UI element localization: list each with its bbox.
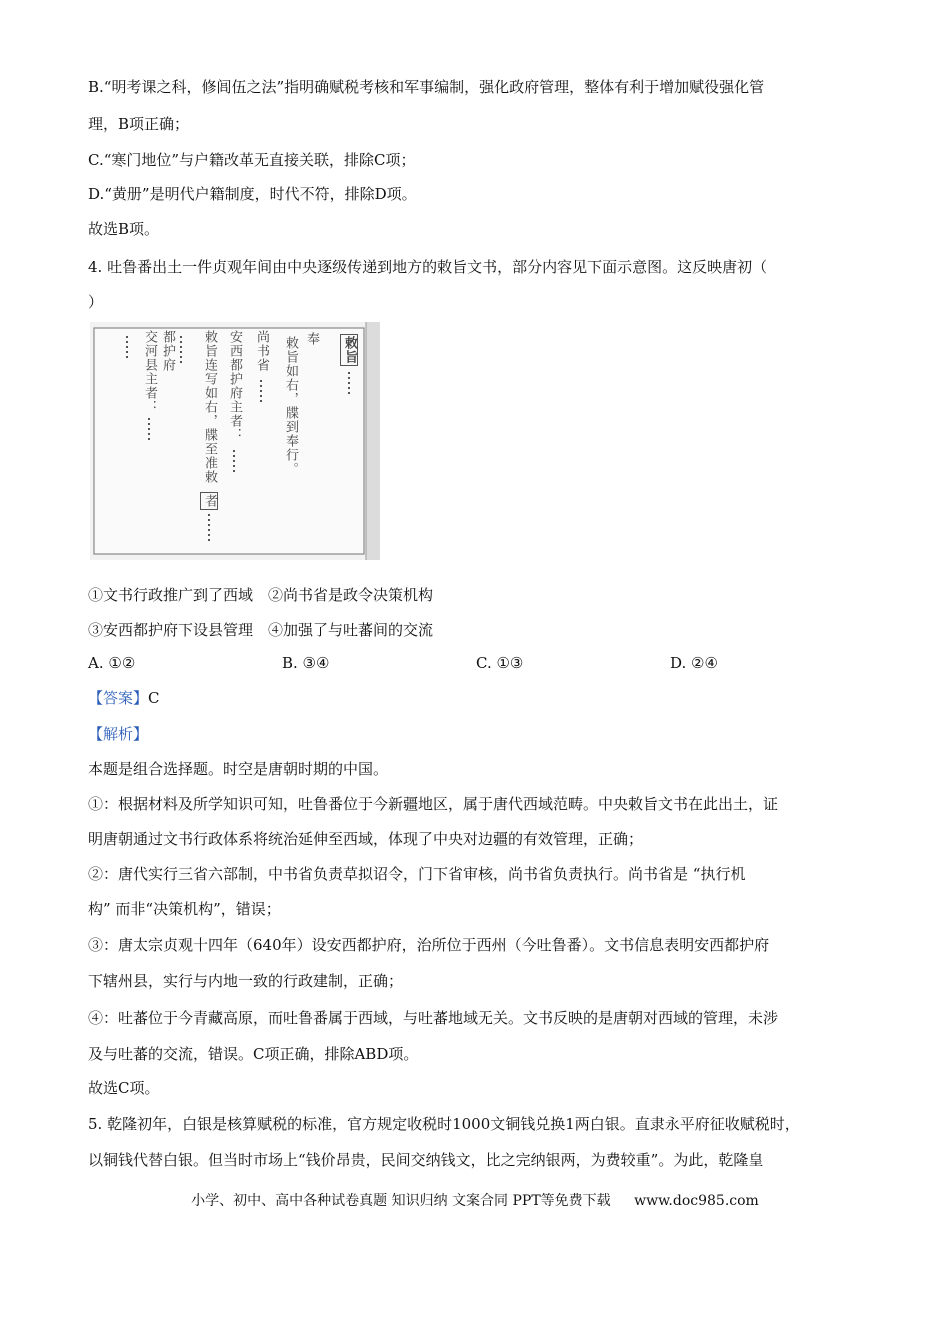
answer-label: 【答案】 [88, 689, 149, 707]
text-line: B.“明考课之科，修闾伍之法”指明确赋税考核和军事编制，强化政府管理，整体有利于增加赋役强化管 [88, 78, 765, 96]
column-feng: 奉 [304, 332, 319, 346]
text-line: 理，B项正确； [88, 115, 190, 133]
ellipsis-dots [260, 380, 262, 405]
edict-title-box: 敕旨 [342, 336, 357, 364]
analysis-text: ②：唐代实行三省六部制，中书省负责草拟诏令，门下省审核，尚书省负责执行。尚书省是 “执行机 [88, 865, 746, 883]
analysis-conclusion: 故选C项。 [88, 1079, 160, 1097]
analysis-text: 下辖州县，实行与内地一致的行政建制，正确； [88, 972, 404, 990]
column-anxi-protectorate: 安西都护府主者： [227, 330, 242, 442]
analysis-label: 【解析】 [88, 725, 149, 743]
column-duhufu: 都护府 [160, 330, 175, 372]
edict-document-figure [90, 322, 380, 560]
option-b: B. ③④ [282, 654, 330, 672]
answer-line [88, 688, 160, 708]
ellipsis-dots [180, 336, 182, 366]
option-a: A. ①② [88, 654, 136, 672]
analysis-text: 构” 而非“决策机构”，错误； [88, 900, 281, 918]
statements-line-1: ①文书行政推广到了西域 ②尚书省是政令决策机构 [88, 586, 434, 604]
option-d: D. ②④ [670, 654, 718, 672]
ellipsis-dots [233, 450, 235, 475]
ellipsis-dots [126, 336, 128, 361]
statements-line-2: ③安西都护府下设县管理 ④加强了与吐蕃间的交流 [88, 621, 434, 639]
text-line: D.“黄册”是明代户籍制度，时代不符，排除D项。 [88, 185, 417, 203]
column-edict-forward: 敕旨如右，牒到奉行。 [283, 336, 298, 476]
column-shangshusheng: 尚书省 [254, 330, 269, 372]
column-jiaohe-county: 交河县主者： [142, 330, 157, 414]
question-4-stem: 4. 吐鲁番出土一件贞观年间由中央逐级传递到地方的敕旨文书，部分内容见下面示意图。这反映唐初（ [88, 258, 768, 276]
question-5-stem: 5. 乾隆初年，白银是核算赋税的标准，官方规定收税时1000文铜钱兑换1两白银。直隶永平府征收赋税时， [88, 1115, 800, 1133]
text-line: C.“寒门地位”与户籍改革无直接关联，排除C项； [88, 151, 416, 169]
text-line: 故选B项。 [88, 220, 160, 238]
option-c: C. ①③ [476, 654, 524, 672]
analysis-text: 及与吐蕃的交流，错误。C项正确，排除ABD项。 [88, 1045, 419, 1063]
boxed-zhe: 者 [202, 494, 217, 508]
analysis-text: ①：根据材料及所学知识可知，吐鲁番位于今新疆地区，属于唐代西域范畴。中央敕旨文书在此出土，证 [88, 795, 779, 813]
ellipsis-dots [208, 514, 210, 544]
analysis-text: 本题是组合选择题。时空是唐朝时期的中国。 [88, 760, 389, 778]
analysis-text: ④：吐蕃位于今青藏高原，而吐鲁番属于西域，与吐蕃地域无关。文书反映的是唐朝对西域的管理，未涉 [88, 1009, 779, 1027]
question-4-stem-end: ） [88, 293, 104, 311]
ellipsis-dots [348, 372, 350, 397]
question-5-stem: 以铜钱代替白银。但当时市场上“钱价昂贵，民间交纳钱文，比之完纳银两，为费较重”。为此，乾隆皇 [88, 1151, 764, 1169]
page-footer [0, 1190, 950, 1210]
analysis-text: ③：唐太宗贞观十四年（640年）设安西都护府，治所位于西州（今吐鲁番）。文书信息表明安西都护府 [88, 936, 770, 954]
analysis-text: 明唐朝通过文书行政体系将统治延伸至西域，体现了中央对边疆的有效管理，正确； [88, 830, 644, 848]
footer-text: 小学、初中、高中各种试卷真题 知识归纳 文案合同 PPT等免费下载 [191, 1193, 611, 1209]
ellipsis-dots [148, 418, 150, 443]
answer-value: C [148, 689, 160, 707]
column-edict-copy: 敕旨连写如右，牒至准敕 [202, 330, 217, 484]
footer-site-link[interactable]: www.doc985.com [634, 1193, 759, 1209]
